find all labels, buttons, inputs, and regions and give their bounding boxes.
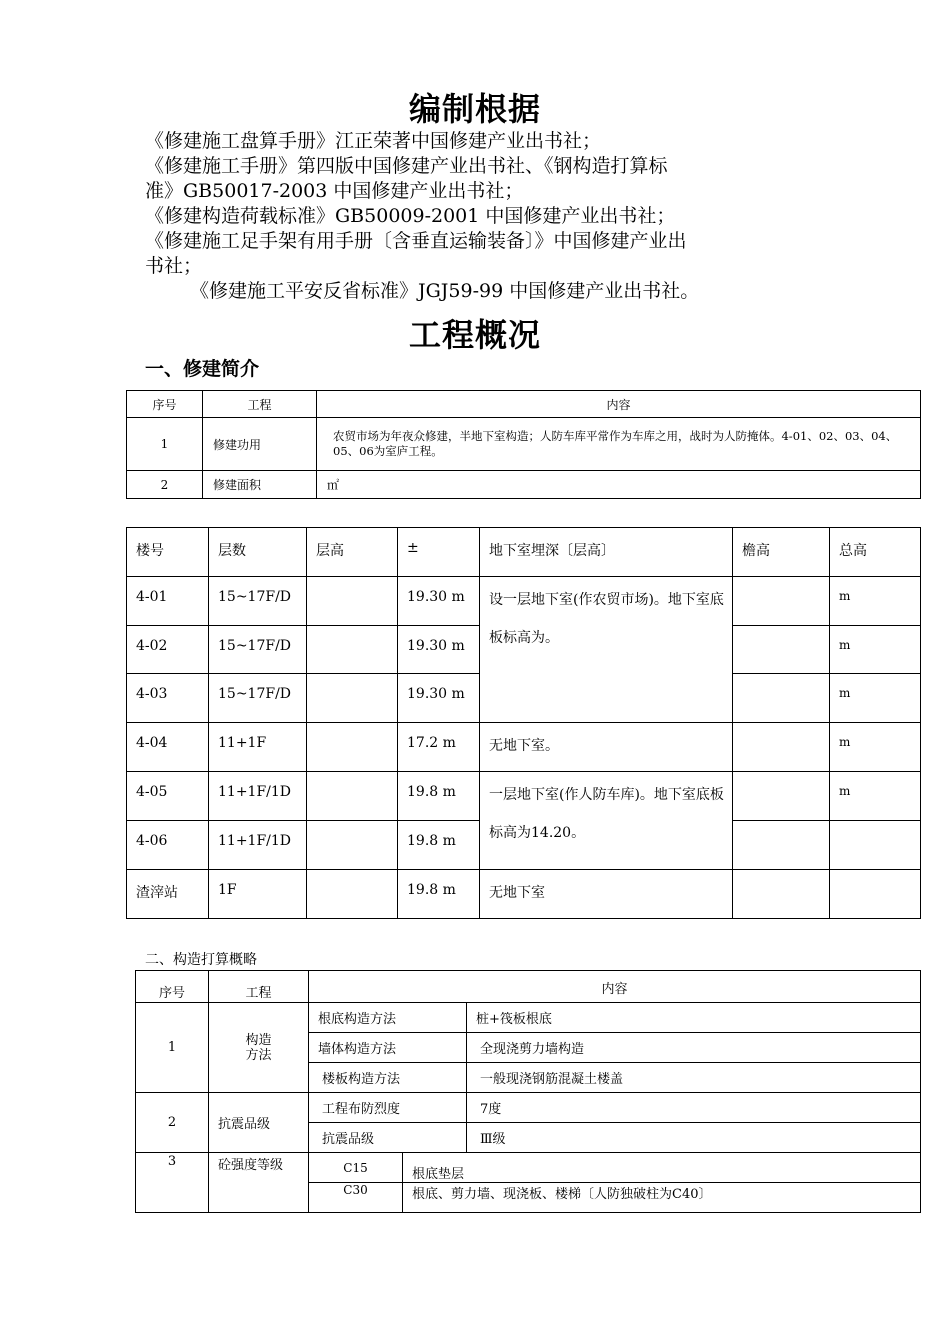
- total-height: m: [830, 626, 921, 674]
- header-cell: 工程: [209, 971, 309, 1003]
- floor-height: [307, 821, 398, 870]
- floor-count: 11+1F/1D: [209, 821, 307, 870]
- table-row: [136, 1093, 921, 1123]
- eave-height: [733, 674, 830, 723]
- row-number: 2: [127, 471, 203, 499]
- reference-line: 《修建构造荷载标准》GB50009-2001 中国修建产业出书社；: [145, 205, 676, 227]
- building-info-table: [126, 390, 921, 499]
- section-title-building: 一、修建简介: [145, 358, 260, 380]
- table-row: [127, 471, 921, 499]
- elevation: 19.8 m: [398, 772, 480, 821]
- building-number: 4-01: [127, 577, 209, 626]
- row-content: ㎡: [317, 471, 921, 499]
- row-item-line: 方法: [245, 1047, 272, 1063]
- building-height-table: [126, 527, 921, 919]
- table-row: [127, 723, 921, 772]
- elevation: 19.30 m: [398, 674, 480, 723]
- elevation: 19.30 m: [398, 626, 480, 674]
- row-content: 农贸市场为年夜众修建，半地下室构造；人防车库平常作为车库之用，战时为人防掩体。4-01、02、03、04、05、06为室庐工程。: [317, 418, 921, 471]
- table-row: [127, 418, 921, 471]
- reference-line: 《修建施工平安反省标准》JGJ59-99 中国修建产业出书社。: [190, 280, 700, 302]
- page-title-overview: 工程概况: [408, 316, 541, 354]
- total-height: [830, 870, 921, 919]
- table-row: [136, 1153, 921, 1183]
- eave-height: [733, 626, 830, 674]
- concrete-usage: 根底垫层: [403, 1153, 921, 1183]
- elevation: 19.30 m: [398, 577, 480, 626]
- building-number: 4-05: [127, 772, 209, 821]
- building-number: 4-06: [127, 821, 209, 870]
- total-height: m: [830, 772, 921, 821]
- row-number: 1: [127, 418, 203, 471]
- elevation: 19.8 m: [398, 870, 480, 919]
- header-cell: 内容: [317, 391, 921, 418]
- header-cell: 总高: [830, 528, 921, 577]
- floor-count: 15~17F/D: [209, 577, 307, 626]
- building-number: 渣滓站: [127, 870, 209, 919]
- total-height: [830, 821, 921, 870]
- header-cell: 层高: [307, 528, 398, 577]
- floor-height: [307, 723, 398, 772]
- sub-item: 抗震品级: [309, 1123, 467, 1153]
- total-height: m: [830, 577, 921, 626]
- header-cell: 工程: [203, 391, 317, 418]
- sub-item: 楼板构造方法: [309, 1063, 467, 1093]
- header-cell: 序号: [127, 391, 203, 418]
- table-header-row: [136, 971, 921, 1003]
- floor-height: [307, 577, 398, 626]
- sub-item: 工程布防烈度: [309, 1093, 467, 1123]
- eave-height: [733, 723, 830, 772]
- sub-content: 7度: [467, 1093, 921, 1123]
- concrete-usage: 根底、剪力墙、现浇板、楼梯〔人防独破柱为C40〕: [403, 1183, 921, 1213]
- table-row: [127, 772, 921, 821]
- page-title-basis: 编制根据: [408, 90, 541, 128]
- table-header-row: [127, 528, 921, 577]
- sub-content: 一般现浇钢筋混凝土楼盖: [467, 1063, 921, 1093]
- floor-count: 11+1F: [209, 723, 307, 772]
- basement-depth: 一层地下室(作人防车库)。地下室底板标高为14.20。: [480, 772, 733, 870]
- total-height: m: [830, 674, 921, 723]
- header-cell: 楼号: [127, 528, 209, 577]
- eave-height: [733, 870, 830, 919]
- reference-line: 《修建施工盘算手册》江正荣著中国修建产业出书社；: [145, 130, 602, 152]
- building-number: 4-02: [127, 626, 209, 674]
- row-number: 1: [136, 1003, 209, 1093]
- sub-content: 全现浇剪力墙构造: [467, 1033, 921, 1063]
- floor-height: [307, 626, 398, 674]
- floor-height: [307, 870, 398, 919]
- floor-count: 15~17F/D: [209, 674, 307, 723]
- reference-line: 准》GB50017-2003 中国修建产业出书社；: [145, 180, 524, 202]
- header-cell: 内容: [309, 971, 921, 1003]
- elevation: 19.8 m: [398, 821, 480, 870]
- floor-count: 11+1F/1D: [209, 772, 307, 821]
- row-item-line: 构造: [245, 1032, 272, 1048]
- row-item: [209, 1003, 309, 1093]
- table-row: [127, 577, 921, 626]
- row-item: 抗震品级: [209, 1093, 309, 1153]
- building-number: 4-03: [127, 674, 209, 723]
- floor-height: [307, 772, 398, 821]
- row-item: 砼强度等级: [209, 1153, 309, 1213]
- row-number: 2: [136, 1093, 209, 1153]
- header-cell: 序号: [136, 971, 209, 1003]
- basement-depth: 无地下室。: [480, 723, 733, 772]
- table-row: [136, 1003, 921, 1033]
- row-number: 3: [136, 1153, 209, 1213]
- sub-content: Ⅲ级: [467, 1123, 921, 1153]
- header-cell: 檐高: [733, 528, 830, 577]
- header-cell: 地下室埋深〔层高〕: [480, 528, 733, 577]
- floor-height: [307, 674, 398, 723]
- reference-line: 《修建施工足手架有用手册〔含垂直运输装备〕》中国修建产业出: [145, 230, 687, 252]
- table-row: [127, 870, 921, 919]
- eave-height: [733, 577, 830, 626]
- sub-item: 根底构造方法: [309, 1003, 467, 1033]
- eave-height: [733, 821, 830, 870]
- elevation: 17.2 m: [398, 723, 480, 772]
- building-number: 4-04: [127, 723, 209, 772]
- structure-design-table: [135, 970, 921, 1213]
- header-cell: 层数: [209, 528, 307, 577]
- concrete-grade: C15: [309, 1153, 403, 1183]
- reference-line: 书社；: [145, 255, 203, 277]
- eave-height: [733, 772, 830, 821]
- row-item: 修建功用: [203, 418, 317, 471]
- table-header-row: [127, 391, 921, 418]
- total-height: m: [830, 723, 921, 772]
- basement-depth: 无地下室: [480, 870, 733, 919]
- sub-item: 墙体构造方法: [309, 1033, 467, 1063]
- concrete-grade: C30: [309, 1183, 403, 1213]
- header-cell: ±: [398, 528, 480, 577]
- reference-line: 《修建施工手册》第四版中国修建产业出书社、《钢构造打算标: [145, 155, 668, 177]
- section-title-structure: 二、构造打算概略: [145, 952, 257, 968]
- floor-count: 15~17F/D: [209, 626, 307, 674]
- row-item: 修建面积: [203, 471, 317, 499]
- floor-count: 1F: [209, 870, 307, 919]
- sub-content: 桩+筏板根底: [467, 1003, 921, 1033]
- reference-list: [145, 129, 699, 304]
- basement-depth: 设一层地下室(作农贸市场)。地下室底板标高为。: [480, 577, 733, 723]
